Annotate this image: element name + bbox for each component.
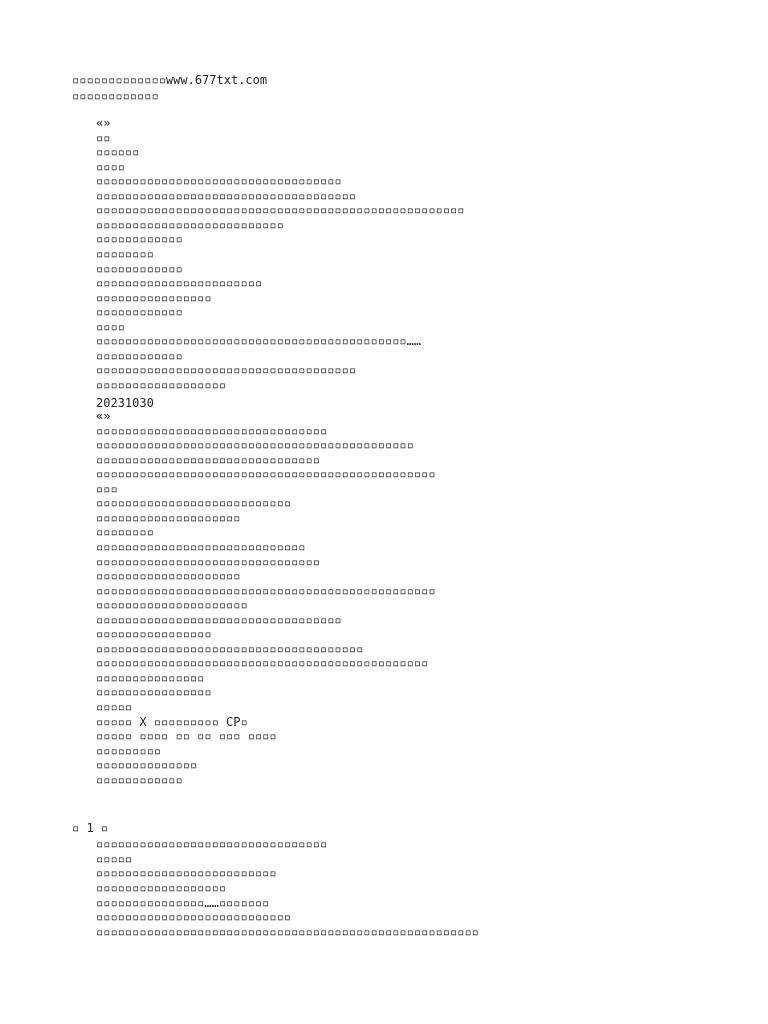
intro-line: ▫▫▫▫▫▫▫▫▫▫▫▫▫▫▫▫▫▫▫▫▫▫▫▫▫▫ xyxy=(96,217,284,232)
section-2-line: ▫▫▫▫▫ X ▫▫▫▫▫▫▫▫▫ CP▫ xyxy=(96,714,248,729)
intro-line: ▫▫▫▫▫▫▫▫▫▫▫▫▫▫▫▫▫▫ xyxy=(96,377,227,392)
section-2-line: ▫▫▫▫▫▫▫▫▫▫▫▫▫▫▫▫▫▫▫▫▫▫▫▫▫▫▫▫▫▫▫▫▫▫▫▫▫▫▫▫▫▫▫▫▫▫ xyxy=(96,656,429,671)
section-2-line: ▫▫▫▫▫▫▫▫▫ xyxy=(96,743,162,758)
intro-line: ▫▫▫▫▫▫▫▫▫▫▫▫▫▫▫▫▫▫▫▫▫▫▫▫▫▫▫▫▫▫▫▫▫▫▫▫ xyxy=(96,188,357,203)
section-2-line: ▫▫▫▫▫▫▫▫▫▫▫▫▫▫▫▫ xyxy=(96,685,212,700)
section-2-line: ▫▫▫ xyxy=(96,481,118,496)
chapter-line: ▫▫▫▫▫▫▫▫▫▫▫▫▫▫▫▫▫▫▫▫▫▫▫▫▫▫▫▫▫▫▫▫▫▫▫▫▫▫▫▫▫▫▫▫▫▫▫▫▫▫▫▫▫ xyxy=(96,924,479,939)
chapter-line: ▫▫▫▫▫▫▫▫▫▫▫▫▫▫▫▫▫▫ xyxy=(96,880,227,895)
intro-line: ▫▫▫▫▫▫▫▫▫▫▫▫ xyxy=(96,261,183,276)
intro-line: ▫▫▫▫ xyxy=(96,159,125,174)
section-2-line: ▫▫▫▫▫▫▫▫ xyxy=(96,525,154,540)
section-2-line: ▫▫▫▫▫▫▫▫▫▫▫▫▫▫▫ xyxy=(96,670,205,685)
intro-line: ▫▫▫▫▫▫▫▫▫▫▫▫▫▫▫▫▫▫▫▫▫▫▫▫▫▫▫▫▫▫▫▫▫▫▫▫▫▫▫▫▫▫▫…… xyxy=(96,334,422,349)
intro-line: ▫▫ xyxy=(96,130,111,145)
chapter-heading: ▫ 1 ▫ xyxy=(72,821,109,835)
date-line: 20231030 xyxy=(96,396,154,410)
section-2-line: ▫▫▫▫▫▫▫▫▫▫▫▫▫▫▫▫▫▫▫▫ xyxy=(96,510,241,525)
chapter-line: ▫▫▫▫▫ xyxy=(96,851,133,866)
section-2-line: ▫▫▫▫▫▫▫▫▫▫▫▫▫▫▫▫▫▫▫▫▫▫▫▫▫▫▫▫▫▫▫▫▫▫▫▫▫▫▫▫▫▫▫▫▫▫▫ xyxy=(96,583,436,598)
section-2-line: ▫▫▫▫▫▫▫▫▫▫▫▫ xyxy=(96,772,183,787)
intro-line: ▫▫▫▫▫▫▫▫ xyxy=(96,246,154,261)
intro-line: ▫▫▫▫▫▫▫▫▫▫▫▫▫▫▫▫▫▫▫▫▫▫▫ xyxy=(96,276,263,291)
intro-line: ▫▫▫▫▫▫▫▫▫▫▫▫ xyxy=(96,232,183,247)
section-2-line: ▫▫▫▫▫▫▫▫▫▫▫▫▫▫▫▫▫▫▫▫ xyxy=(96,569,241,584)
intro-line: ▫▫▫▫▫▫▫▫▫▫▫▫▫▫▫▫▫▫▫▫▫▫▫▫▫▫▫▫▫▫▫▫▫▫▫▫▫▫▫▫▫▫▫▫▫▫▫▫▫▫▫ xyxy=(96,203,465,218)
intro-line: ▫▫▫▫▫▫▫▫▫▫▫▫ xyxy=(96,348,183,363)
chapter-line: ▫▫▫▫▫▫▫▫▫▫▫▫▫▫▫……▫▫▫▫▫▫▫ xyxy=(96,895,270,910)
section-2-line: «» xyxy=(96,409,111,423)
chapter-line: ▫▫▫▫▫▫▫▫▫▫▫▫▫▫▫▫▫▫▫▫▫▫▫▫▫▫▫ xyxy=(96,910,292,925)
intro-line: ▫▫▫▫▫▫▫▫▫▫▫▫ xyxy=(96,305,183,320)
section-2-line: ▫▫▫▫▫▫▫▫▫▫▫▫▫▫ xyxy=(96,758,198,773)
section-2-line: ▫▫▫▫▫ xyxy=(96,700,133,714)
section-2-line: ▫▫▫▫▫▫▫▫▫▫▫▫▫▫▫▫▫▫▫▫▫▫▫▫▫▫▫▫▫ xyxy=(96,539,306,554)
intro-line: ▫▫▫▫ xyxy=(96,319,125,334)
header-line-1: ▫▫▫▫▫▫▫▫▫▫▫▫▫www.677txt.com xyxy=(72,73,268,87)
section-2-line: ▫▫▫▫▫▫▫▫▫▫▫▫▫▫▫▫▫▫▫▫▫▫▫▫▫▫▫ xyxy=(96,496,292,511)
section-2-line: ▫▫▫▫▫▫▫▫▫▫▫▫▫▫▫▫▫▫▫▫▫▫▫▫▫▫▫▫▫▫▫ xyxy=(96,452,320,467)
chapter-line: ▫▫▫▫▫▫▫▫▫▫▫▫▫▫▫▫▫▫▫▫▫▫▫▫▫▫▫▫▫▫▫▫ xyxy=(96,837,328,851)
section-2-line: ▫▫▫▫▫▫▫▫▫▫▫▫▫▫▫▫▫▫▫▫▫▫▫▫▫▫▫▫▫▫▫ xyxy=(96,554,320,569)
section-2-line: ▫▫▫▫▫ ▫▫▫▫ ▫▫ ▫▫ ▫▫▫ ▫▫▫▫ xyxy=(96,729,277,744)
section-2-line: ▫▫▫▫▫▫▫▫▫▫▫▫▫▫▫▫▫▫▫▫▫ xyxy=(96,598,248,613)
intro-line: ▫▫▫▫▫▫▫▫▫▫▫▫▫▫▫▫▫▫▫▫▫▫▫▫▫▫▫▫▫▫▫▫▫▫ xyxy=(96,174,342,189)
section-2-line: ▫▫▫▫▫▫▫▫▫▫▫▫▫▫▫▫ xyxy=(96,627,212,642)
section-2-line: ▫▫▫▫▫▫▫▫▫▫▫▫▫▫▫▫▫▫▫▫▫▫▫▫▫▫▫▫▫▫▫▫ xyxy=(96,423,328,438)
section-2-line: ▫▫▫▫▫▫▫▫▫▫▫▫▫▫▫▫▫▫▫▫▫▫▫▫▫▫▫▫▫▫▫▫▫▫ xyxy=(96,612,342,627)
section-2-line: ▫▫▫▫▫▫▫▫▫▫▫▫▫▫▫▫▫▫▫▫▫▫▫▫▫▫▫▫▫▫▫▫▫▫▫▫▫▫▫▫▫▫▫▫▫▫▫ xyxy=(96,467,436,482)
section-2-line: ▫▫▫▫▫▫▫▫▫▫▫▫▫▫▫▫▫▫▫▫▫▫▫▫▫▫▫▫▫▫▫▫▫▫▫▫▫▫▫▫▫▫▫▫ xyxy=(96,438,414,453)
chapter-line: ▫▫▫▫▫▫▫▫▫▫▫▫▫▫▫▫▫▫▫▫▫▫▫▫▫ xyxy=(96,866,277,881)
section-2-line: ▫▫▫▫▫▫▫▫▫▫▫▫▫▫▫▫▫▫▫▫▫▫▫▫▫▫▫▫▫▫▫▫▫▫▫▫▫ xyxy=(96,641,364,656)
intro-line: ▫▫▫▫▫▫▫▫▫▫▫▫▫▫▫▫▫▫▫▫▫▫▫▫▫▫▫▫▫▫▫▫▫▫▫▫ xyxy=(96,363,357,378)
intro-line: ▫▫▫▫▫▫ xyxy=(96,145,140,160)
intro-line: «» xyxy=(96,116,111,130)
header-line-2: ▫▫▫▫▫▫▫▫▫▫▫▫ xyxy=(72,89,159,103)
intro-line: ▫▫▫▫▫▫▫▫▫▫▫▫▫▫▫▫ xyxy=(96,290,212,305)
